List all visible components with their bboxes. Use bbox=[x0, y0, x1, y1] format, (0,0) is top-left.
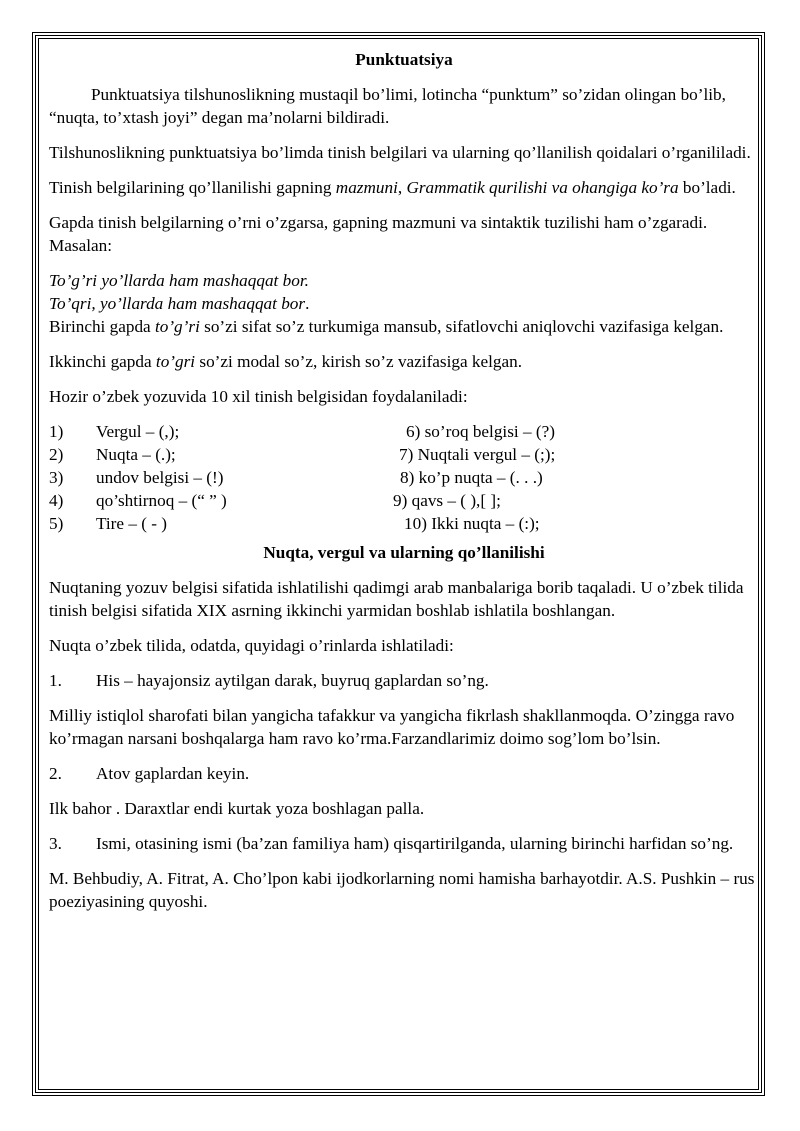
rule-text: His – hayajonsiz aytilgan darak, buyruq gaplardan so’ng. bbox=[96, 671, 489, 690]
paragraph-usage bbox=[49, 176, 759, 199]
rule-text: Atov gaplardan keyin. bbox=[96, 764, 250, 783]
paragraph-history: Nuqtaning yozuv belgisi sifatida ishlatilishi qadimgi arab manbalariga borib taqaladi. U o’zbek tilida tinish belgisi sifatida XIX asrning ikkinchi yarmidan boshlab ishlatila boshlangan. bbox=[49, 578, 744, 620]
usage-grammatik: Grammatik qurilishi va ohangiga ko’ra bbox=[406, 178, 679, 197]
list-left: undov belgisi – (!) bbox=[96, 468, 224, 487]
section-heading: Nuqta, vergul va ularning qo’llanilishi bbox=[263, 543, 545, 562]
list-item bbox=[49, 466, 759, 489]
example-2-end: . bbox=[305, 294, 310, 313]
example-1-text: To’g’ri yo’llarda ham mashaqqat bor. bbox=[49, 271, 309, 290]
example-1 bbox=[49, 269, 759, 292]
paragraph-second-sentence bbox=[49, 350, 759, 373]
rule-2 bbox=[49, 762, 759, 785]
list-left: qo’shtirnoq – (“ ” ) bbox=[96, 491, 227, 510]
list-right: 6) so’roq belgisi – (?) bbox=[406, 422, 555, 441]
paragraph-definition: Punktuatsiya tilshunoslikning mustaqil bo’limi, lotincha “punktum” so’zidan olingan bo’lib, “nuqta, to’xtash joyi” degan ma’nolarni bildiradi. bbox=[49, 85, 726, 127]
list-left: Tire – ( - ) bbox=[96, 514, 167, 533]
rule-number: 3. bbox=[49, 834, 62, 853]
usage-text-c: , bbox=[397, 178, 407, 197]
rule-1 bbox=[49, 669, 759, 692]
list-left: Nuqta – (.); bbox=[96, 445, 176, 464]
first-text-a: Birinchi gapda bbox=[49, 317, 155, 336]
example-2-text: To’qri, yo’llarda ham mashaqqat bor bbox=[49, 294, 306, 313]
list-item bbox=[49, 420, 759, 443]
list-right: 10) Ikki nuqta – (:); bbox=[404, 514, 540, 533]
rule-number: 1. bbox=[49, 671, 62, 690]
paragraph-example-2: Ilk bahor . Daraxtlar endi kurtak yoza boshlagan palla. bbox=[49, 799, 425, 818]
first-text-c: so’zi sifat so’z turkumiga mansub, sifatlovchi aniqlovchi vazifasiga kelgan. bbox=[199, 317, 724, 336]
list-number: 3) bbox=[49, 468, 64, 487]
list-number: 2) bbox=[49, 445, 64, 464]
paragraph-ten-marks: Hozir o’zbek yozuvida 10 xil tinish belgisidan foydalaniladi: bbox=[49, 387, 468, 406]
paragraph-change: Gapda tinish belgilarning o’rni o’zgarsa, gapning mazmuni va sintaktik tuzilishi ham o’zgaradi. Masalan: bbox=[49, 213, 708, 255]
paragraph-places: Nuqta o’zbek tilida, odatda, quyidagi o’rinlarda ishlatiladi: bbox=[49, 636, 454, 655]
list-right: 9) qavs – ( ),[ ]; bbox=[393, 491, 501, 510]
rule-number: 2. bbox=[49, 764, 62, 783]
second-text-a: Ikkinchi gapda bbox=[49, 352, 156, 371]
list-number: 1) bbox=[49, 422, 64, 441]
list-number: 4) bbox=[49, 491, 64, 510]
list-item bbox=[49, 512, 759, 535]
paragraph-example-1: Milliy istiqlol sharofati bilan yangicha tafakkur va yangicha fikrlash shakllanmoqda. O’zingga ravo ko’rmagan narsani boshqalarga ham ravo ko’rma.Farzandlarimiz doimo sog’lom bo’lsin. bbox=[49, 706, 735, 748]
usage-text-a: Tinish belgilarining qo’llanilishi gapning bbox=[49, 178, 336, 197]
list-right: 8) ko’p nuqta – (. . .) bbox=[400, 468, 543, 487]
page-title: Punktuatsiya bbox=[355, 50, 453, 69]
rule-3 bbox=[49, 832, 759, 855]
second-word: to’gri bbox=[155, 352, 196, 371]
usage-text-e: bo’ladi. bbox=[678, 178, 736, 197]
rule-text: Ismi, otasining ismi (ba’zan familiya ham) qisqartirilganda, ularning birinchi harfidan so’ng. bbox=[96, 834, 734, 853]
list-item bbox=[49, 443, 759, 466]
list-number: 5) bbox=[49, 514, 64, 533]
usage-mazmuni: mazmuni bbox=[335, 178, 398, 197]
example-2 bbox=[49, 292, 759, 315]
document-page bbox=[49, 46, 759, 925]
punctuation-list bbox=[49, 420, 759, 535]
paragraph-example-3: M. Behbudiy, A. Fitrat, A. Cho’lpon kabi ijodkorlarning nomi hamisha barhayotdir. A.S. Pushkin – rus poeziyasining quyoshi. bbox=[49, 869, 755, 911]
second-text-c: so’zi modal so’z, kirish so’z vazifasiga kelgan. bbox=[195, 352, 523, 371]
paragraph-study: Tilshunoslikning punktuatsiya bo’limda tinish belgilari va ularning qo’llanilish qoidalari o’rganililadi. bbox=[49, 143, 751, 162]
list-item bbox=[49, 489, 759, 512]
list-right: 7) Nuqtali vergul – (;); bbox=[399, 445, 556, 464]
paragraph-first-sentence bbox=[49, 315, 759, 338]
list-left: Vergul – (,); bbox=[96, 422, 180, 441]
first-word: to’g’ri bbox=[154, 317, 200, 336]
